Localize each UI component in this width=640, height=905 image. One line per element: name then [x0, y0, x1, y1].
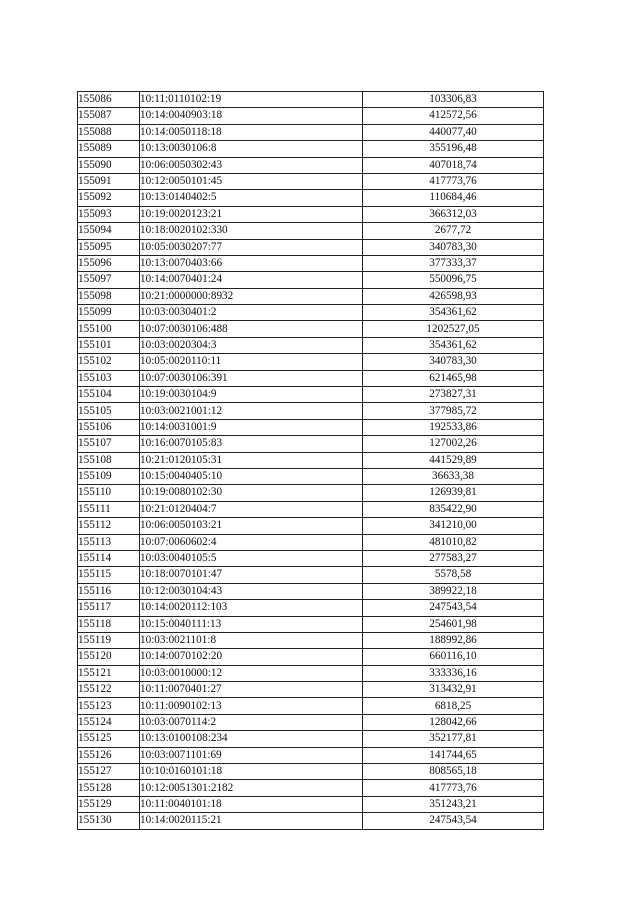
- cadastral-value-cell: 127002,26: [363, 436, 544, 452]
- table-row: [78, 387, 544, 403]
- cadastral-value-cell: 141744,65: [363, 747, 544, 763]
- cadastral-value-cell: 128042,66: [363, 714, 544, 730]
- row-number-cell: 155105: [78, 403, 140, 419]
- cadastral-value-cell: 192533,86: [363, 419, 544, 435]
- table-row: [78, 337, 544, 353]
- row-number-cell: 155120: [78, 649, 140, 665]
- table-row: [78, 567, 544, 583]
- cadastral-number-cell: 10:14:0070102:20: [140, 649, 363, 665]
- cadastral-number-cell: 10:07:0030106:488: [140, 321, 363, 337]
- table-row: [78, 616, 544, 632]
- cadastral-number-cell: 10:21:0120404:7: [140, 501, 363, 517]
- cadastral-number-cell: 10:14:0050118:18: [140, 124, 363, 140]
- row-number-cell: 155122: [78, 682, 140, 698]
- row-number-cell: 155095: [78, 239, 140, 255]
- cadastral-value-cell: 340783,30: [363, 239, 544, 255]
- cadastral-number-cell: 10:11:0070401:27: [140, 682, 363, 698]
- cadastral-value-cell: 273827,31: [363, 387, 544, 403]
- cadastral-value-cell: 36633,38: [363, 468, 544, 484]
- table-row: [78, 550, 544, 566]
- row-number-cell: 155087: [78, 108, 140, 124]
- table-row: [78, 223, 544, 239]
- cadastral-number-cell: 10:16:0070105:83: [140, 436, 363, 452]
- cadastral-number-cell: 10:12:0051301:2182: [140, 780, 363, 796]
- row-number-cell: 155121: [78, 665, 140, 681]
- row-number-cell: 155108: [78, 452, 140, 468]
- table-row: [78, 354, 544, 370]
- cadastral-number-cell: 10:05:0030207:77: [140, 239, 363, 255]
- row-number-cell: 155118: [78, 616, 140, 632]
- row-number-cell: 155111: [78, 501, 140, 517]
- table-row: [78, 288, 544, 304]
- table-row: [78, 468, 544, 484]
- cadastral-value-cell: 333336,16: [363, 665, 544, 681]
- row-number-cell: 155100: [78, 321, 140, 337]
- row-number-cell: 155086: [78, 92, 140, 108]
- row-number-cell: 155097: [78, 272, 140, 288]
- cadastral-number-cell: 10:13:0140402:5: [140, 190, 363, 206]
- cadastral-number-cell: 10:18:0070101:47: [140, 567, 363, 583]
- table-row: [78, 124, 544, 140]
- row-number-cell: 155103: [78, 370, 140, 386]
- cadastral-number-cell: 10:03:0021101:8: [140, 632, 363, 648]
- table-row: [78, 747, 544, 763]
- table-row: [78, 600, 544, 616]
- cadastral-number-cell: 10:19:0020123:21: [140, 206, 363, 222]
- table-row: [78, 190, 544, 206]
- cadastral-value-cell: 835422,90: [363, 501, 544, 517]
- table-row: [78, 649, 544, 665]
- cadastral-number-cell: 10:12:0030104:43: [140, 583, 363, 599]
- cadastral-number-cell: 10:14:0070401:24: [140, 272, 363, 288]
- row-number-cell: 155127: [78, 764, 140, 780]
- row-number-cell: 155119: [78, 632, 140, 648]
- row-number-cell: 155124: [78, 714, 140, 730]
- cadastral-value-cell: 247543,54: [363, 813, 544, 829]
- cadastral-value-cell: 126939,81: [363, 485, 544, 501]
- row-number-cell: 155090: [78, 157, 140, 173]
- cadastral-value-cell: 377985,72: [363, 403, 544, 419]
- row-number-cell: 155099: [78, 305, 140, 321]
- table-row: [78, 764, 544, 780]
- table-row: [78, 157, 544, 173]
- cadastral-value-cell: 417773,76: [363, 780, 544, 796]
- table-row: [78, 780, 544, 796]
- cadastral-value-cell: 354361,62: [363, 305, 544, 321]
- cadastral-value-cell: 5578,58: [363, 567, 544, 583]
- table-row: [78, 501, 544, 517]
- cadastral-number-cell: 10:19:0030104:9: [140, 387, 363, 403]
- cadastral-value-cell: 377333,37: [363, 255, 544, 271]
- table-body: [78, 92, 544, 830]
- table-row: [78, 419, 544, 435]
- cadastral-number-cell: 10:11:0090102:13: [140, 698, 363, 714]
- cadastral-value-cell: 340783,30: [363, 354, 544, 370]
- cadastral-number-cell: 10:14:0040903:18: [140, 108, 363, 124]
- cadastral-number-cell: 10:14:0020115:21: [140, 813, 363, 829]
- cadastral-number-cell: 10:06:0050302:43: [140, 157, 363, 173]
- cadastral-number-cell: 10:11:0110102:19: [140, 92, 363, 108]
- row-number-cell: 155093: [78, 206, 140, 222]
- table-row: [78, 698, 544, 714]
- cadastral-value-cell: 110684,46: [363, 190, 544, 206]
- cadastral-number-cell: 10:03:0021001:12: [140, 403, 363, 419]
- row-number-cell: 155102: [78, 354, 140, 370]
- table-row: [78, 518, 544, 534]
- cadastral-number-cell: 10:21:0000000:8932: [140, 288, 363, 304]
- table-row: [78, 272, 544, 288]
- row-number-cell: 155113: [78, 534, 140, 550]
- row-number-cell: 155117: [78, 600, 140, 616]
- row-number-cell: 155091: [78, 173, 140, 189]
- cadastral-value-cell: 352177,81: [363, 731, 544, 747]
- row-number-cell: 155130: [78, 813, 140, 829]
- cadastral-number-cell: 10:07:0030106:391: [140, 370, 363, 386]
- cadastral-number-cell: 10:06:0050103:21: [140, 518, 363, 534]
- cadastral-value-cell: 254601,98: [363, 616, 544, 632]
- cadastral-value-cell: 351243,21: [363, 796, 544, 812]
- table-row: [78, 796, 544, 812]
- cadastral-value-cell: 621465,98: [363, 370, 544, 386]
- row-number-cell: 155089: [78, 141, 140, 157]
- table-row: [78, 665, 544, 681]
- table-row: [78, 403, 544, 419]
- cadastral-value-cell: 6818,25: [363, 698, 544, 714]
- cadastral-value-cell: 188992,86: [363, 632, 544, 648]
- row-number-cell: 155096: [78, 255, 140, 271]
- table-row: [78, 682, 544, 698]
- cadastral-number-cell: 10:03:0040105:5: [140, 550, 363, 566]
- row-number-cell: 155101: [78, 337, 140, 353]
- table-row: [78, 583, 544, 599]
- cadastral-value-cell: 412572,56: [363, 108, 544, 124]
- cadastral-value-cell: 808565,18: [363, 764, 544, 780]
- row-number-cell: 155107: [78, 436, 140, 452]
- cadastral-number-cell: 10:12:0050101:45: [140, 173, 363, 189]
- cadastral-value-cell: 2677,72: [363, 223, 544, 239]
- cadastral-number-cell: 10:14:0020112:103: [140, 600, 363, 616]
- table-row: [78, 255, 544, 271]
- cadastral-value-cell: 313432,91: [363, 682, 544, 698]
- table-row: [78, 436, 544, 452]
- cadastral-value-cell: 550096,75: [363, 272, 544, 288]
- row-number-cell: 155114: [78, 550, 140, 566]
- cadastral-value-cell: 417773,76: [363, 173, 544, 189]
- table-row: [78, 92, 544, 108]
- table-row: [78, 206, 544, 222]
- cadastral-value-cell: 481010,82: [363, 534, 544, 550]
- cadastral-number-cell: 10:03:0010000:12: [140, 665, 363, 681]
- cadastral-number-cell: 10:07:0060602:4: [140, 534, 363, 550]
- table-row: [78, 452, 544, 468]
- cadastral-value-table: [77, 91, 544, 830]
- cadastral-value-cell: 354361,62: [363, 337, 544, 353]
- cadastral-value-cell: 277583,27: [363, 550, 544, 566]
- row-number-cell: 155128: [78, 780, 140, 796]
- cadastral-number-cell: 10:03:0030401:2: [140, 305, 363, 321]
- table-row: [78, 370, 544, 386]
- cadastral-number-cell: 10:03:0020304:3: [140, 337, 363, 353]
- row-number-cell: 155116: [78, 583, 140, 599]
- cadastral-number-cell: 10:15:0040405:10: [140, 468, 363, 484]
- cadastral-value-cell: 389922,18: [363, 583, 544, 599]
- cadastral-number-cell: 10:14:0031001:9: [140, 419, 363, 435]
- cadastral-number-cell: 10:03:0070114:2: [140, 714, 363, 730]
- cadastral-number-cell: 10:13:0100108:234: [140, 731, 363, 747]
- cadastral-value-cell: 1202527,05: [363, 321, 544, 337]
- row-number-cell: 155106: [78, 419, 140, 435]
- row-number-cell: 155126: [78, 747, 140, 763]
- table-row: [78, 714, 544, 730]
- table-row: [78, 534, 544, 550]
- cadastral-number-cell: 10:03:0071101:69: [140, 747, 363, 763]
- table-row: [78, 239, 544, 255]
- cadastral-value-cell: 441529,89: [363, 452, 544, 468]
- table-row: [78, 632, 544, 648]
- cadastral-value-cell: 660116,10: [363, 649, 544, 665]
- cadastral-number-cell: 10:18:0020102:330: [140, 223, 363, 239]
- cadastral-value-cell: 440077,40: [363, 124, 544, 140]
- row-number-cell: 155092: [78, 190, 140, 206]
- cadastral-number-cell: 10:15:0040111:13: [140, 616, 363, 632]
- cadastral-value-cell: 247543,54: [363, 600, 544, 616]
- cadastral-number-cell: 10:13:0030106:8: [140, 141, 363, 157]
- row-number-cell: 155129: [78, 796, 140, 812]
- row-number-cell: 155123: [78, 698, 140, 714]
- row-number-cell: 155088: [78, 124, 140, 140]
- table-row: [78, 173, 544, 189]
- row-number-cell: 155112: [78, 518, 140, 534]
- cadastral-number-cell: 10:11:0040101:18: [140, 796, 363, 812]
- row-number-cell: 155125: [78, 731, 140, 747]
- row-number-cell: 155115: [78, 567, 140, 583]
- table-row: [78, 305, 544, 321]
- cadastral-value-cell: 103306,83: [363, 92, 544, 108]
- cadastral-value-cell: 407018,74: [363, 157, 544, 173]
- cadastral-number-cell: 10:13:0070403:66: [140, 255, 363, 271]
- cadastral-value-cell: 341210,00: [363, 518, 544, 534]
- table-row: [78, 321, 544, 337]
- cadastral-value-cell: 355196,48: [363, 141, 544, 157]
- table-row: [78, 108, 544, 124]
- row-number-cell: 155094: [78, 223, 140, 239]
- row-number-cell: 155110: [78, 485, 140, 501]
- table-row: [78, 141, 544, 157]
- cadastral-value-cell: 426598,93: [363, 288, 544, 304]
- cadastral-number-cell: 10:19:0080102:30: [140, 485, 363, 501]
- cadastral-number-cell: 10:21:0120105:31: [140, 452, 363, 468]
- row-number-cell: 155098: [78, 288, 140, 304]
- table-row: [78, 813, 544, 829]
- table-row: [78, 485, 544, 501]
- cadastral-value-cell: 366312,03: [363, 206, 544, 222]
- row-number-cell: 155104: [78, 387, 140, 403]
- row-number-cell: 155109: [78, 468, 140, 484]
- table-row: [78, 731, 544, 747]
- cadastral-number-cell: 10:10:0160101:18: [140, 764, 363, 780]
- cadastral-number-cell: 10:05:0020110:11: [140, 354, 363, 370]
